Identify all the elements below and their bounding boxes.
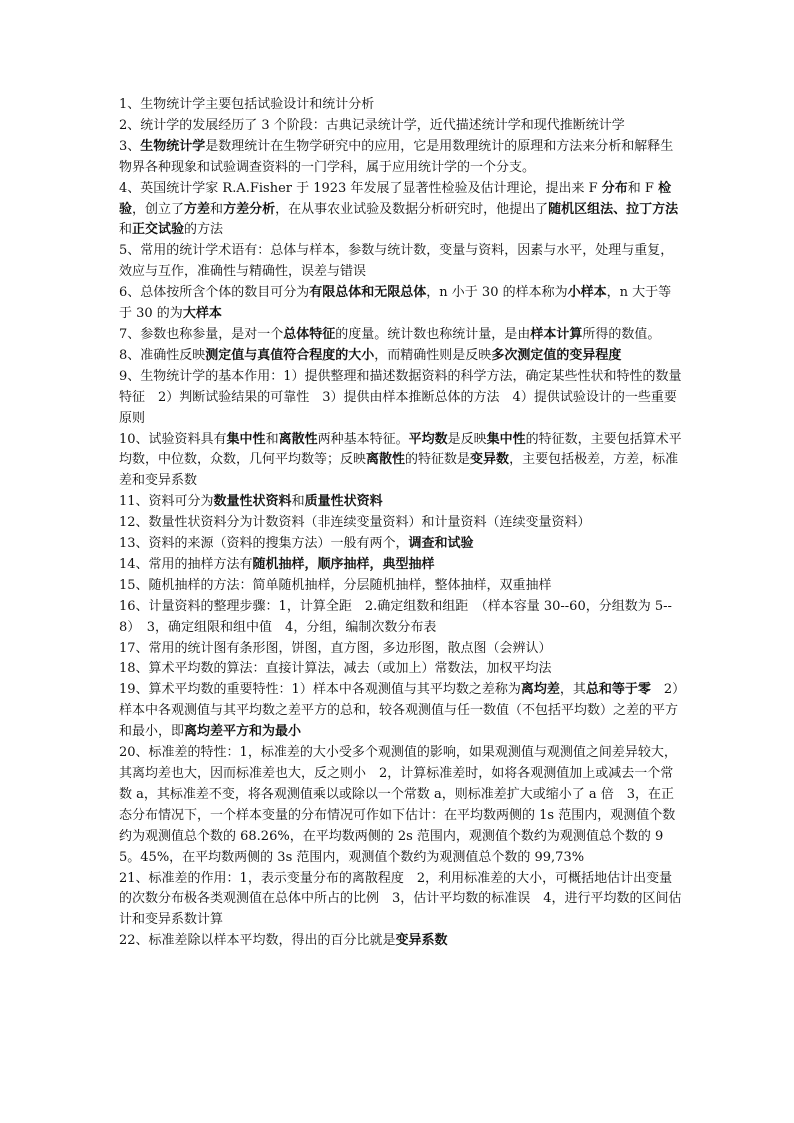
text-run: 是数理统计在生物学研究中的应用，它是用数理统计的原理和方法来分析和解释生物界各种现象和试验调查资料的一门学科，属于应用统计学的一个分支。 [119, 138, 674, 175]
list-item [119, 555, 682, 576]
bold-term: 测定值与真值符合程度的大小 [205, 347, 375, 363]
text-run: ，而精确性则是反映 [374, 347, 492, 363]
bold-term: 总和等于零 [585, 682, 651, 698]
bold-term: 离均差平方和为最小 [184, 724, 302, 740]
list-item [119, 743, 682, 868]
text-run: ，n 大于等于 30 的为 [119, 285, 672, 322]
bold-term: 离散性 [278, 431, 318, 447]
list-item [119, 513, 682, 534]
list-item [119, 430, 682, 493]
bold-term: 小样本 [567, 285, 607, 301]
bold-term: 质量性状资料 [304, 494, 383, 510]
bold-term: 随机区组法、拉丁方法 [548, 201, 679, 217]
bold-term: 检验 [119, 180, 672, 217]
text-run: 和 [119, 222, 133, 238]
text-run: 和 [291, 494, 305, 510]
text-run: 19、算术平均数的重要特性：1）样本中各观测值与其平均数之差称为 [119, 682, 521, 698]
list-item [119, 179, 682, 242]
bold-term: 方差 [184, 201, 211, 217]
text-run: 13、资料的来源（资料的搜集方法）一般有两个， [119, 536, 409, 552]
bold-term: 多次测定值的变异程度 [491, 347, 622, 363]
text-run: 16、计量资料的整理步骤：1，计算全距 2.确定组数和组距 （样本容量 30--60，分组数为 5--8） 3，确定组限和组中值 4，分组，编制次数分布表 [119, 598, 672, 635]
text-run: 和 F [627, 180, 659, 196]
list-item [119, 492, 682, 513]
list-item [119, 639, 682, 660]
list-item [119, 931, 682, 952]
bold-term: 变异数 [470, 452, 510, 468]
text-run: 的方法 [184, 222, 224, 238]
list-item [119, 367, 682, 430]
bold-term: 变异系数 [395, 933, 448, 949]
text-run: 2、统计学的发展经历了 3 个阶段：古典记录统计学，近代描述统计学和现代推断统计学 [119, 117, 625, 133]
bold-term: 样本计算 [530, 326, 583, 342]
text-run: ，在从事农业试验及数据分析研究时，他提出了 [275, 201, 549, 217]
list-item [119, 534, 682, 555]
text-run: 7、参数也称参量，是对一个 [119, 326, 284, 342]
bold-term: 集中性 [486, 431, 526, 447]
list-item [119, 137, 682, 179]
list-item [119, 659, 682, 680]
text-run: 所得的数值。 [582, 326, 661, 342]
list-item [119, 680, 682, 743]
text-run: 1、生物统计学主要包括试验设计和统计分析 [119, 97, 375, 112]
text-run: 3、 [119, 138, 141, 154]
text-run: 10、试验资料具有 [119, 431, 227, 447]
text-run: 6、总体按所含个体的数目可分为 [119, 285, 310, 301]
text-run: 12、数量性状资料分为计数资料（非连续变量资料）和计量资料（连续变量资料） [119, 515, 591, 531]
bold-term: 方差分析 [223, 201, 276, 217]
text-run: 的特征数是 [405, 452, 471, 468]
text-run: 18、算术平均数的算法：直接计算法，减去（或加上）常数法，加权平均法 [119, 661, 552, 677]
bold-term: 正交试验 [132, 222, 185, 238]
list-item [119, 325, 682, 346]
text-run: 22、标准差除以样本平均数，得出的百分比就是 [119, 933, 396, 949]
text-run: 的度量。统计数也称统计量，是由 [335, 326, 531, 342]
text-run: ，创立了 [132, 201, 185, 217]
list-item [119, 116, 682, 137]
text-run: 是反映 [447, 431, 487, 447]
bold-term: 有限总体和无限总体 [309, 285, 427, 301]
text-run: 17、常用的统计图有条形图，饼图，直方图，多边形图，散点图（会辨认） [119, 640, 552, 656]
text-run: 和 [210, 201, 224, 217]
text-run: ，n 小于 30 的样本称为 [426, 285, 568, 301]
bold-term: 数量性状资料 [213, 494, 292, 510]
bold-term: 调查和试验 [408, 536, 474, 552]
bold-term: 离均差 [520, 682, 560, 698]
text-run: 4、英国统计学家 R.A.Fisher 于 1923 年发展了显著性检验及估计理论，提出来 F [119, 180, 602, 196]
text-run: ，主要包括极差，方差，标准差和变异系数 [119, 452, 679, 489]
text-run: 9、生物统计学的基本作用：1）提供整理和描述数据资料的科学方法，确定某些性状和特性的数量特征 2）判断试验结果的可靠性 3）提供由样本推断总体的方法 4）提供试验设计的一些重要原则 [119, 368, 682, 426]
bold-term: 集中性 [226, 431, 266, 447]
text-run: 8、准确性反映 [119, 347, 206, 363]
text-run: 21、标准差的作用：1，表示变量分布的离散程度 2，利用标准差的大小，可概括地估计出变量的次数分布极各类观测值在总体中所占的比例 3，估计平均数的标准误 4，进行平均数的区间估计和变异系数计算 [119, 870, 682, 928]
list-item [119, 241, 682, 283]
list-item [119, 576, 682, 597]
list-item [119, 346, 682, 367]
bold-term: 离散性 [366, 452, 406, 468]
text-run: 20、标准差的特性：1，标准差的大小受多个观测值的影响，如果观测值与观测值之间差异较大，其离均差也大，因而标准差也大，反之则小 2，计算标准差时，如将各观测值加上或减去一个常数 a，其标准差不变，将各观测值乘以或除以一个常数 a，则标准差扩大或缩小了 a 倍 3，在正态分布情况下，一个样本变量的分布情况可作如下估计：在平均数两侧的 1s 范围内，观测值个数约为观测值总个数的 68.26%，在平均数两侧的 2s 范围内，观测值个数约为观测值总个数的 95。45%，在平均数两侧的 3s 范围内，观测值个数约为观测值总个数的 99,73% [119, 745, 677, 865]
text-run: 的特征数，主要包括算术平均数，中位数，众数，几何平均数等；反映 [119, 431, 682, 468]
bold-term: 随机抽样，顺序抽样，典型抽样 [252, 556, 435, 572]
list-item [119, 597, 682, 639]
bold-term: 总体特征 [283, 326, 336, 342]
text-run: 两种基本特征。 [317, 431, 409, 447]
list-item [119, 95, 682, 116]
text-run: 2）样本中各观测值与其平均数之差平方的总和，较各观测值与任一数值（不包括平均数）之差的平方和最小，即 [119, 682, 679, 740]
bold-term: 平均数 [408, 431, 448, 447]
bold-term: 生物统计学 [140, 138, 206, 154]
text-run: 14、常用的抽样方法有 [119, 556, 253, 572]
text-run: 和 [265, 431, 279, 447]
list-item [119, 283, 682, 325]
list-item [119, 869, 682, 932]
bold-term: 分布 [601, 180, 628, 196]
text-run: 5、常用的统计学术语有：总体与样本，参数与统计数，变量与资料，因素与水平，处理与重复，效应与互作，准确性与精确性，误差与错误 [119, 243, 674, 280]
bold-term: 大样本 [182, 306, 222, 322]
text-run: 11、资料可分为 [119, 494, 214, 510]
text-run: 15、随机抽样的方法：简单随机抽样，分层随机抽样，整体抽样，双重抽样 [119, 577, 552, 593]
text-run: ，其 [559, 682, 586, 698]
